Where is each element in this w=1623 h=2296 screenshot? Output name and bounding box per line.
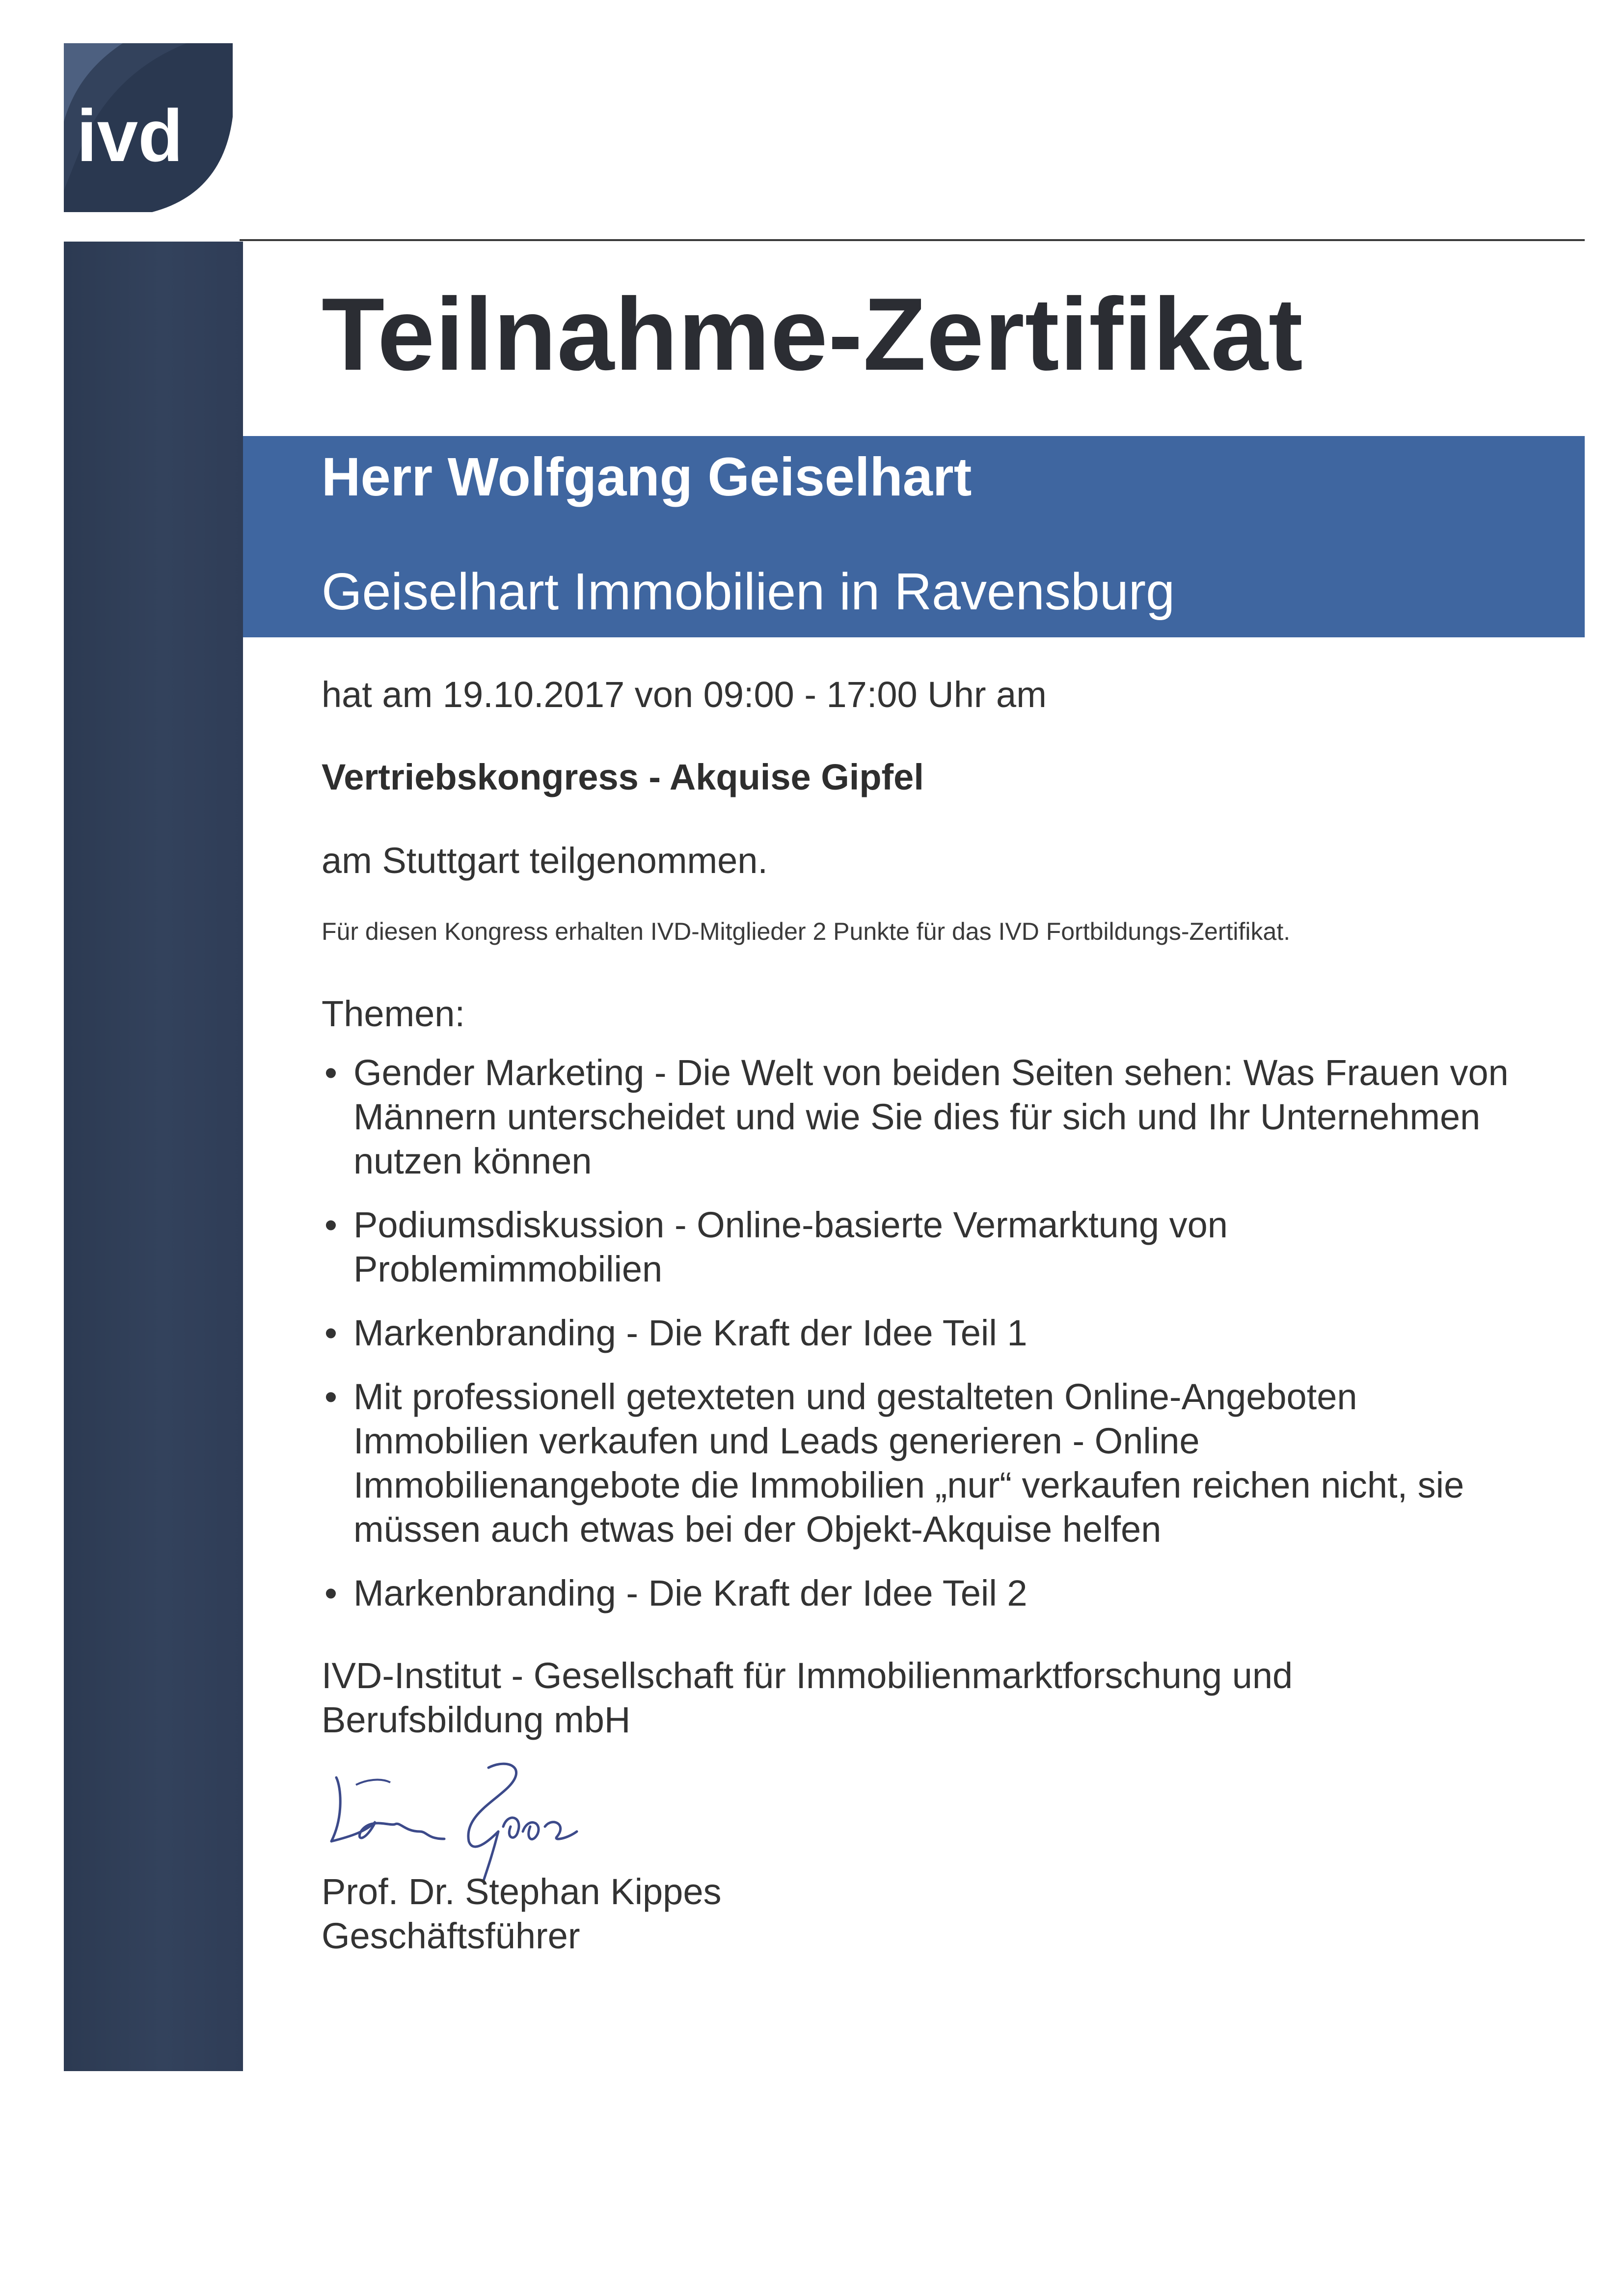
themes-list	[322, 1051, 1578, 1635]
bullet-icon: •	[325, 1573, 337, 1613]
event-name: Vertriebskongress - Akquise Gipfel	[322, 757, 924, 797]
theme-text: Podiumsdiskussion - Online-basierte Vermarktung von Problemimmobilien	[353, 1204, 1228, 1289]
theme-item	[322, 1375, 1578, 1552]
theme-text: Gender Marketing - Die Welt von beiden Seiten sehen: Was Frauen von Männern unterscheidet und wie Sie dies für sich und Ihr Unternehmen nutzen können	[353, 1052, 1509, 1181]
theme-item	[322, 1051, 1578, 1183]
header-rule	[240, 239, 1585, 241]
theme-item	[322, 1311, 1578, 1355]
bullet-icon: •	[325, 1376, 337, 1417]
signer-role: Geschäftsführer	[322, 1915, 580, 1956]
points-note: Für diesen Kongress erhalten IVD-Mitglieder 2 Punkte für das IVD Fortbildungs-Zertifikat.	[322, 918, 1291, 945]
date-line: hat am 19.10.2017 von 09:00 - 17:00 Uhr am	[322, 674, 1047, 715]
handwritten-signature	[322, 1758, 596, 1886]
theme-text: Markenbranding - Die Kraft der Idee Teil 2	[353, 1573, 1028, 1613]
left-side-band	[64, 242, 243, 2071]
institute-name: IVD-Institut - Gesellschaft für Immobilienmarktforschung und Berufsbildung mbH	[322, 1655, 1293, 1740]
ivd-logo	[64, 43, 233, 212]
signature-scribble	[322, 1758, 596, 1886]
signer-name: Prof. Dr. Stephan Kippes	[322, 1871, 722, 1912]
logo-text: ivd	[77, 94, 183, 177]
certificate-title: Teilnahme-Zertifikat	[322, 276, 1303, 392]
theme-item	[322, 1203, 1578, 1291]
location-line: am Stuttgart teilgenommen.	[322, 840, 768, 881]
theme-text: Markenbranding - Die Kraft der Idee Teil 1	[353, 1312, 1028, 1353]
bullet-icon: •	[325, 1204, 337, 1245]
ivd-logo-mark	[64, 43, 233, 212]
company-line: Geiselhart Immobilien in Ravensburg	[322, 563, 1175, 621]
theme-text: Mit professionell getexteten und gestalteten Online-Angeboten Immobilien verkaufen und Leads generieren - Online Immobilienangebote die Immobilien „nur“ verkaufen reichen nicht, sie müssen auch etwas bei der Objekt-Akquise helfen	[353, 1376, 1464, 1550]
theme-item	[322, 1571, 1578, 1615]
bullet-icon: •	[325, 1052, 337, 1093]
recipient-name: Herr Wolfgang Geiselhart	[322, 447, 972, 507]
bullet-icon: •	[325, 1312, 337, 1353]
themes-heading: Themen:	[322, 993, 465, 1034]
